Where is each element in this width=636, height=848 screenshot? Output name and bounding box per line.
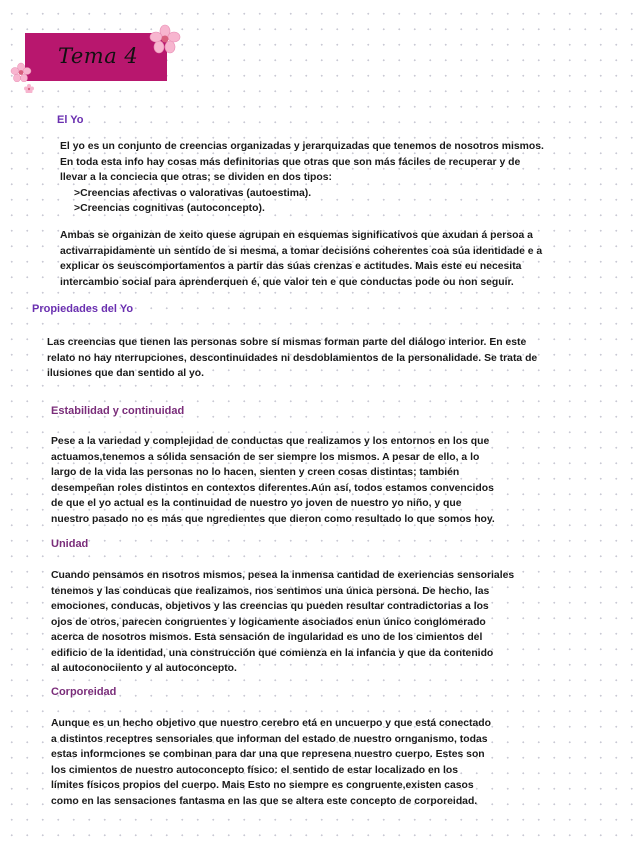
section-heading-corporeidad: Corporeidad (51, 686, 117, 698)
flower-icon (10, 62, 32, 82)
estabilidad-paragraph (51, 434, 495, 527)
corporeidad-paragraph (51, 716, 491, 809)
text-line: de que el yo actual es la continuidad de nuestro yo joven de nuestro yo niño, y que (51, 498, 462, 509)
text-line: llevar a la conciecia que otras; se dividen en dos tipos: (60, 172, 332, 183)
text-line: a distintos receptres sensoriales que informan del estado de nuestro ornganismo, todas (51, 733, 488, 745)
page-title: Tema 4 (58, 44, 139, 68)
section-heading-propiedades: Propiedades del Yo (32, 303, 134, 315)
text-line: ilusiones que dan sentido al yo. (47, 368, 205, 379)
text-line: tenemos y las conducas que realizamos, nos sentimos una única persona. De hecho, las (51, 585, 490, 597)
text-line: acerca de nosotros mismos. Esta sensación de ingularidad es uno de los cimientos del (51, 632, 483, 643)
list-item: >Creencias cognitivas (autoconcepto). (74, 203, 265, 214)
text-line: En toda esta info hay cosas más definitorias que otras que son más fáciles de recuperar y de (60, 156, 521, 168)
text-line: actuamos,tenemos a sólida sensación de ser siempre los mismos. A pesar de ello, a lo (51, 451, 480, 463)
el-yo-paragraph-2 (60, 228, 542, 290)
section-heading-estabilidad: Estabilidad y continuidad (51, 405, 185, 417)
text-line: desempeñan roles distintos en contextos diferentes.Aún así, todos estamos convencidos (51, 482, 494, 494)
section-heading-unidad: Unidad (51, 538, 89, 550)
text-line: intercambio social para aprenderquen é, que valor ten e que conductas pode ou non seguir. (60, 276, 514, 288)
propiedades-paragraph (47, 335, 537, 382)
flower-icon (148, 24, 182, 54)
text-line: los cimientos de nuestro autoconcepto físico: el sentido de estar localizado en los (51, 764, 459, 776)
text-line: Las creencias que tienen las personas sobre sí mismas forman parte del diálogo interior. En este (47, 337, 527, 348)
text-line: activarrapidamente un sentido de si mesma, a tomar decisións coherentes coa súa identidade e a (60, 245, 543, 257)
list-item: >Creencias afectivas o valorativas (autoestima). (74, 187, 312, 199)
text-line: relato no hay nterrupciones, descontinuidades ni desdoblamientos de la personalidade. Se trata de (47, 352, 538, 364)
el-yo-paragraph-1 (60, 139, 544, 217)
text-line: estas informciones se combinan para dar una que represena nuestro cuerpo. Estes son (51, 749, 485, 760)
text-line: El yo es un conjunto de creencias organizadas y jerarquizadas que tenemos de nosotros mismos. (60, 141, 544, 152)
text-line: al autoconociiento y al autoconcepto. (51, 663, 237, 674)
text-line: explicar os seuscomportamentos a partir das súas crenzas e actitudes. Mais este eu necesita (60, 261, 522, 272)
text-line: límites físicos propios del cuerpo. Mais Esto no siempre es congruente,existen casos (51, 780, 474, 791)
text-line: edificio de la identidad, una construcción que comienza en la infancia y que da contenido (51, 647, 494, 659)
text-line: ojos de otros, parecen congruentes y logicamente asociados enun único conglomerado (51, 616, 486, 628)
text-line: Cuando pensamos en nsotros mismos, pesea la inmensa cantidad de exeriencias sensoriales (51, 570, 515, 581)
text-line: Pese a la variedad y complejidad de conductas que realizamos y los entornos en los que (51, 436, 490, 447)
text-line: Ambas se organizan de xeito quese agrupan en esquemas significativos que axudan á persoa a (60, 230, 533, 241)
text-line: nuestro pasado no es más que ngredientes que dieron como resultado lo que somos hoy. (51, 513, 495, 525)
section-heading-el-yo: El Yo (57, 114, 84, 126)
flower-icon (24, 84, 34, 93)
text-line: Aunque es un hecho objetivo que nuestro cerebro etá en uncuerpo y que está conectado (51, 718, 491, 729)
text-line: largo de la vida las personas no lo hacen, sienten y creen cosas distintas; también (51, 467, 460, 478)
text-line: emociones, conducas, objetivos y las creencias qu pueden resultar contradictorias a los (51, 601, 489, 612)
unidad-paragraph (51, 568, 514, 677)
text-line: como en las sensaciones fantasma en las que se altera este concepto de corporeidad. (51, 795, 478, 807)
